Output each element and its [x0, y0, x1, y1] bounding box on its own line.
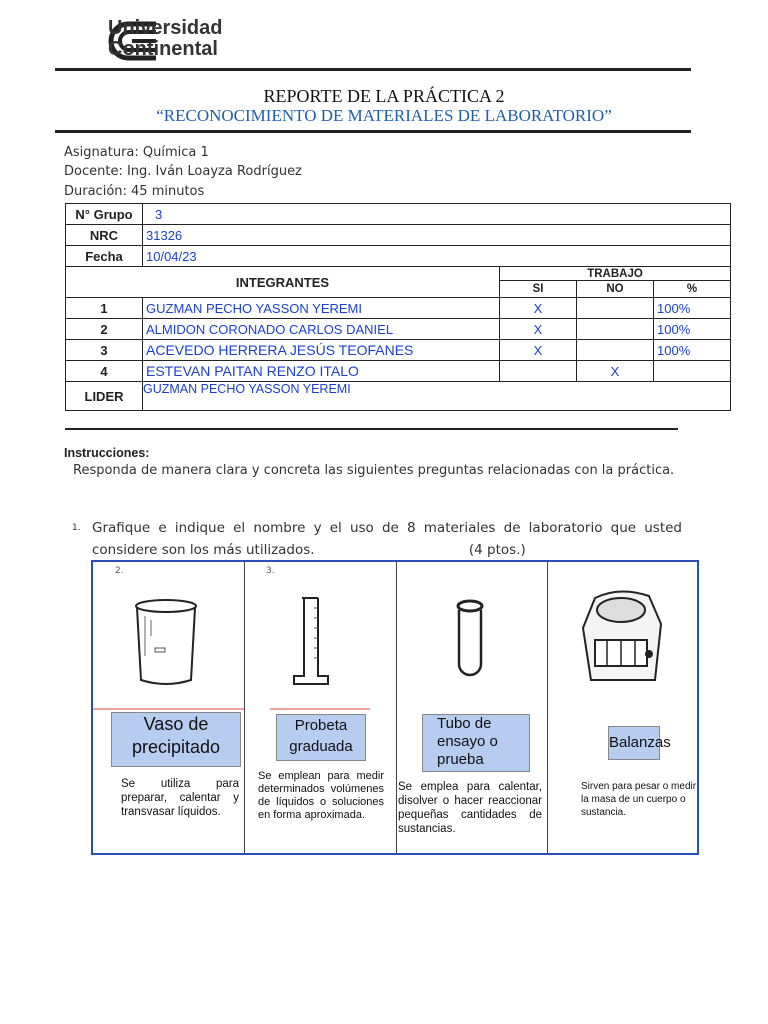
instructions-text: Responda de manera clara y concreta las siguientes preguntas relacionadas con la práctica.: [73, 463, 675, 478]
grupo-label: N° Grupo: [66, 204, 143, 225]
title-divider: [55, 130, 691, 133]
member-name: ESTEVAN PAITAN RENZO ITALO: [143, 361, 500, 382]
member-num: 2: [66, 319, 143, 340]
report-subtitle: “RECONOCIMIENTO DE MATERIALES DE LABORATORIO”: [156, 106, 612, 125]
nrc-value: 31326: [143, 225, 731, 246]
member-no: [577, 298, 654, 319]
material-card: [244, 562, 397, 853]
member-num: 3: [66, 340, 143, 361]
member-si: X: [500, 340, 577, 361]
material-number: 2.: [115, 566, 124, 576]
group-table: [65, 203, 731, 411]
nrc-label: NRC: [66, 225, 143, 246]
material-use: Sirven para pesar o medir la masa de un cuerpo o sustancia.: [581, 781, 697, 818]
fecha-label: Fecha: [66, 246, 143, 267]
question-number: 1.: [72, 523, 81, 533]
section-divider: [65, 428, 678, 430]
member-si: X: [500, 319, 577, 340]
material-number: 3.: [266, 566, 275, 576]
member-pct: [654, 361, 731, 382]
member-no: [577, 340, 654, 361]
table-row: [66, 319, 731, 340]
material-card: [396, 562, 548, 853]
trabajo-header: TRABAJO: [500, 267, 731, 281]
question-1: [72, 517, 682, 561]
beaker-icon: [131, 596, 201, 688]
lider-value: GUZMAN PECHO YASSON YEREMI: [143, 382, 731, 411]
material-name: Vaso de precipitado: [111, 712, 241, 767]
member-name: ALMIDON CORONADO CARLOS DANIEL: [143, 319, 500, 340]
header-divider: [55, 68, 691, 71]
table-row: [66, 298, 731, 319]
pct-header: %: [654, 281, 731, 298]
info-duracion: Duración: 45 minutos: [64, 184, 205, 199]
table-row: [66, 361, 731, 382]
fecha-value: 10/04/23: [143, 246, 731, 267]
material-name: Balanzas: [608, 726, 660, 760]
material-card: [547, 562, 697, 853]
instructions-heading: Instrucciones:: [64, 446, 150, 460]
member-pct: 100%: [654, 298, 731, 319]
material-card: [93, 562, 245, 853]
material-use: Se utiliza para preparar, calentar y transvasar líquidos.: [121, 778, 239, 818]
university-name: Universidad Continental: [108, 17, 223, 60]
member-name: ACEVEDO HERRERA JESÚS TEOFANES: [143, 340, 500, 361]
member-pct: 100%: [654, 340, 731, 361]
integrantes-header: INTEGRANTES: [66, 267, 500, 298]
material-name: Probeta graduada: [276, 714, 366, 761]
materials-panel: [91, 560, 699, 855]
member-si: X: [500, 298, 577, 319]
material-use: Se emplean para medir determinados volúmenes de líquidos o soluciones en forma aproximada.: [258, 770, 384, 821]
question-points: (4 ptos.): [468, 542, 526, 558]
balance-icon: [575, 580, 667, 690]
member-no: X: [577, 361, 654, 382]
info-docente: Docente: Ing. Iván Loayza Rodríguez: [64, 164, 302, 179]
material-name: Tubo de ensayo o prueba: [422, 714, 530, 772]
question-text: Grafique e indique el nombre y el uso de 8 materiales de laboratorio que usted considere son los más utilizados.: [92, 520, 682, 558]
grupo-value: 3: [143, 204, 731, 225]
graduated-cylinder-icon: [292, 596, 332, 688]
member-name: GUZMAN PECHO YASSON YEREMI: [143, 298, 500, 319]
member-pct: 100%: [654, 319, 731, 340]
si-header: SI: [500, 281, 577, 298]
member-no: [577, 319, 654, 340]
report-title: REPORTE DE LA PRÁCTICA 2: [263, 86, 505, 106]
info-asignatura: Asignatura: Química 1: [64, 145, 209, 160]
table-row: [66, 340, 731, 361]
member-num: 1: [66, 298, 143, 319]
material-use: Se emplea para calentar, disolver o hacer reaccionar pequeñas cantidades de sustancias.: [398, 781, 542, 835]
member-si: [500, 361, 577, 382]
test-tube-icon: [452, 598, 492, 682]
no-header: NO: [577, 281, 654, 298]
lider-label: LIDER: [66, 382, 143, 411]
member-num: 4: [66, 361, 143, 382]
